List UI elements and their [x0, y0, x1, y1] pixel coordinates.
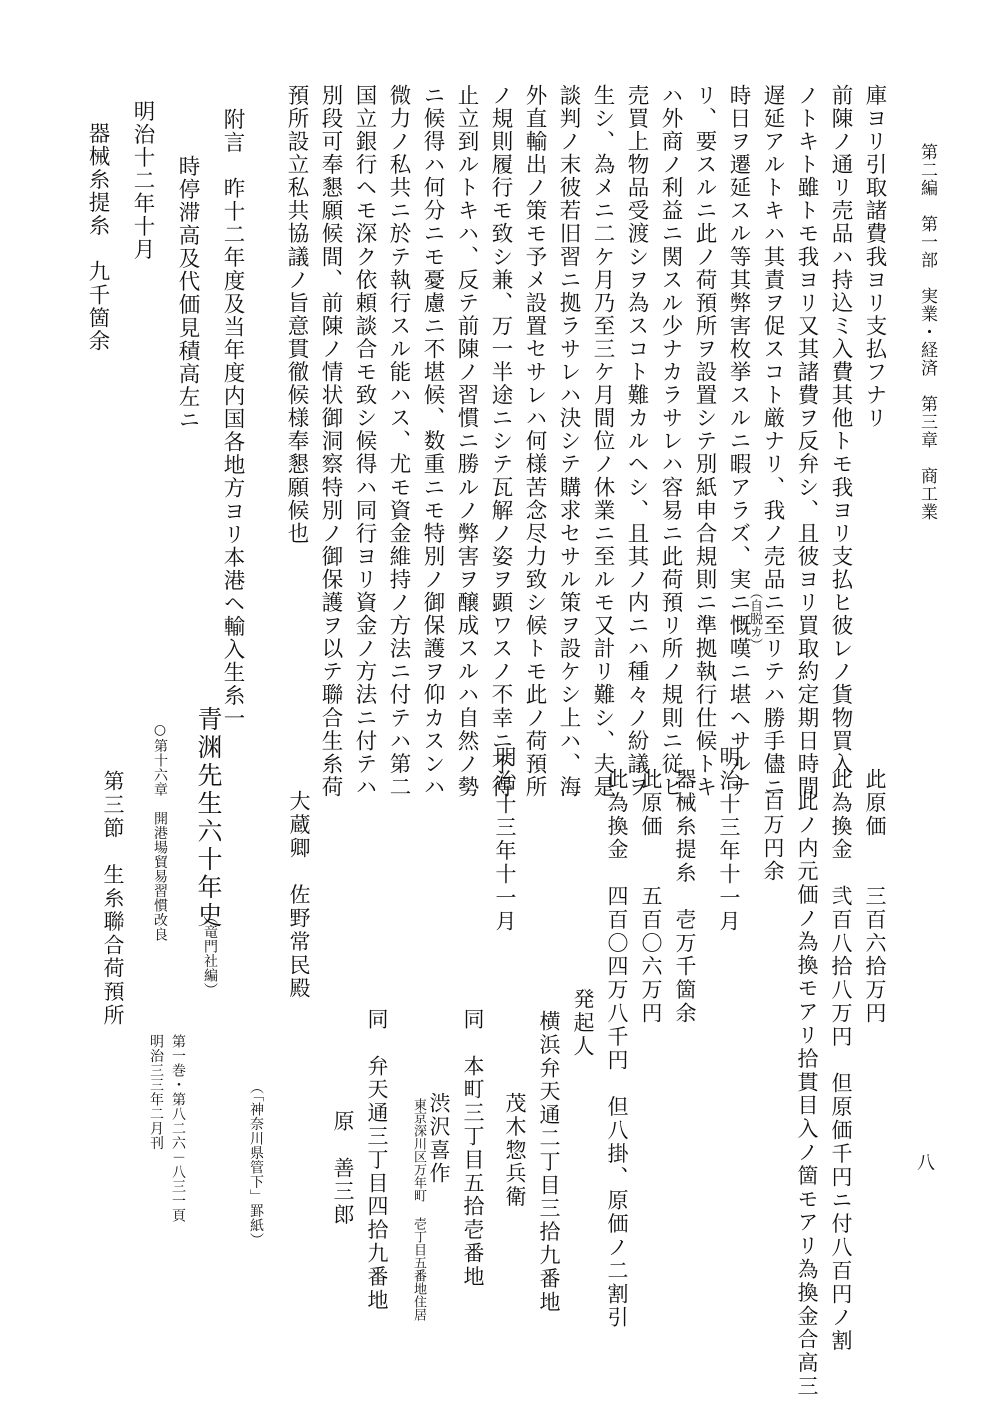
text-line: 器械糸提糸 壱万千箇余: [673, 768, 697, 1026]
address-note-line: 東京深川区万年町: [411, 1098, 426, 1202]
text-line: 器械糸提糸 九千箇余: [85, 122, 110, 353]
text-line: 談判ノ末彼若旧習ニ拠ラサレハ決シテ購求セサル策ヲ設ケシ上ハ、海: [556, 84, 581, 799]
text-line: ハ外商ノ利益ニ関スル少ナカラサレハ容易ニ此荷預リ所ノ規則ニ従ヒ: [658, 84, 683, 799]
addressee-line: 大蔵卿 佐野常民殿: [287, 790, 311, 1001]
text-line: 売買上物品受渡シヲ為スコト難カルヘシ、且其ノ内ニハ種々ノ紛議ヲ: [624, 84, 649, 799]
text-line: 此原価 三百六拾万円: [863, 768, 887, 1026]
text-line: 止立到ルトキハ、反テ前陳ノ習慣ニ勝ルノ弊害ヲ醸成スルハ自然ノ勢: [454, 84, 479, 799]
section-heading: 第三節 生糸聯合荷預所: [101, 770, 125, 1028]
text-line: 明治十二年十月: [130, 100, 155, 262]
text-line: 前陳ノ通リ売品ハ持込ミ入費其他トモ我ヨリ支払ヒ彼レノ貨物買入: [828, 84, 853, 776]
text-line: 預所設立私共協議ノ旨意貫徹候様奉懇願候也: [284, 84, 309, 545]
text-line: 同 弁天通三丁目四拾九番地: [365, 1008, 389, 1313]
promoters-label: 発起人: [571, 988, 595, 1059]
signatory-name: 原 善三郎: [331, 1110, 355, 1227]
text-line: 附言 昨十二年度及当年度内国各地方ヨリ本港ヘ輸入生糸一: [220, 108, 245, 731]
text-line: 明治十三年十一月: [717, 746, 741, 934]
text-line: 別段可奉懇願候間、前陳ノ情状御洞察特別ノ御保護ヲ以テ聯合生糸荷: [318, 84, 343, 799]
date-line: 明治十三年十一月: [493, 746, 517, 934]
source-volume: 第一巻・第八二六－八三一頁: [170, 1034, 186, 1223]
text-line: 微力ノ私共ニ於テ執行スル能ハス、尤モ資金維持ノ方法ニ付テハ第二: [386, 84, 411, 799]
text-line: 生シ、為メニ二ケ月乃至三ケ月間位ノ休業ニ至ルモ又計リ難シ、夫是: [590, 84, 615, 799]
address-note-line: 壱丁目五番地住居: [411, 1217, 426, 1321]
text-line: ノ規則履行モ致シ兼、万一半途ニシテ瓦解ノ姿ヲ顕ワスノ不幸ニ不得: [488, 84, 513, 799]
text-line: 此為換金 四百〇四万八千円 但八掛、原価ノ二割引: [605, 768, 629, 1330]
text-line: 国立銀行ヘモ深ク依頼談合モ致シ候得ハ同行ヨリ資金ノ方法ニ付テハ: [352, 84, 377, 799]
text-line: 時日ヲ遷延スル等其弊害枚挙スルニ暇アラズ、実ニ慨嘆ニ堪ヘサルナ: [726, 84, 751, 799]
source-date: 明治三三年二月刊: [148, 1034, 164, 1150]
text-line: 此為換金 弐百八拾八万円 但原価千円ニ付八百円ノ割: [829, 768, 853, 1353]
page-number: 八: [914, 1153, 935, 1171]
signatory-name: 茂木惣兵衛: [503, 1092, 527, 1209]
text-line: ノトキト雖トモ我ヨリ又其諸費ヲ反弁シ、且彼ヨリ買取約定期日時間: [794, 84, 819, 799]
text-line: 同 本町三丁目五拾壱番地: [461, 1008, 485, 1289]
signatory-name: 渋沢喜作: [427, 1092, 451, 1186]
running-head: 第二編 第一部 実業・経済 第三章 商工業: [917, 143, 937, 521]
text-line: 此原価 五百〇六万円: [639, 768, 663, 1026]
source-title: 青渊先生六十年史: [194, 706, 223, 930]
address-note: [410, 1098, 425, 1321]
text-line: 外直輸出ノ策モ予メ設置セサレハ何様苦念尽力致シ候トモ此ノ荷預所: [522, 84, 547, 799]
text-line: 横浜弁天通二丁目三拾九番地: [537, 1010, 561, 1315]
text-line: 遅延アルトキハ其責ヲ促スコト厳ナリ、我ノ売品ニ至リテハ勝手儘ニ: [760, 84, 785, 799]
text-line: 庫ヨリ引取諸費我ヨリ支払フナリ: [862, 84, 887, 430]
source-editor: （竜門社編）: [202, 910, 218, 997]
text-line: ニ候得ハ何分ニモ憂慮ニ不堪候、数重ニモ特別ノ御保護ヲ仰カスンハ: [420, 84, 445, 799]
text-line: 百万円余: [761, 790, 785, 884]
chapter-heading: ○第十六章 開港場貿易習慣改良: [152, 722, 168, 942]
gloss-note: （自脱カ）: [747, 586, 762, 651]
text-line: リ、要スルニ此ノ荷預所ヲ設置シテ別紙申合規則ニ準拠執行仕候トキ: [692, 84, 717, 799]
paper-note: （「神奈川県管下」罫紙）: [248, 1080, 264, 1247]
text-line: 此ノ内元価ノ為換モアリ拾貫目入ノ箇モアリ為換金合高三: [795, 790, 819, 1399]
text-line: 時停滞高及代価見積高左ニ: [175, 155, 200, 432]
